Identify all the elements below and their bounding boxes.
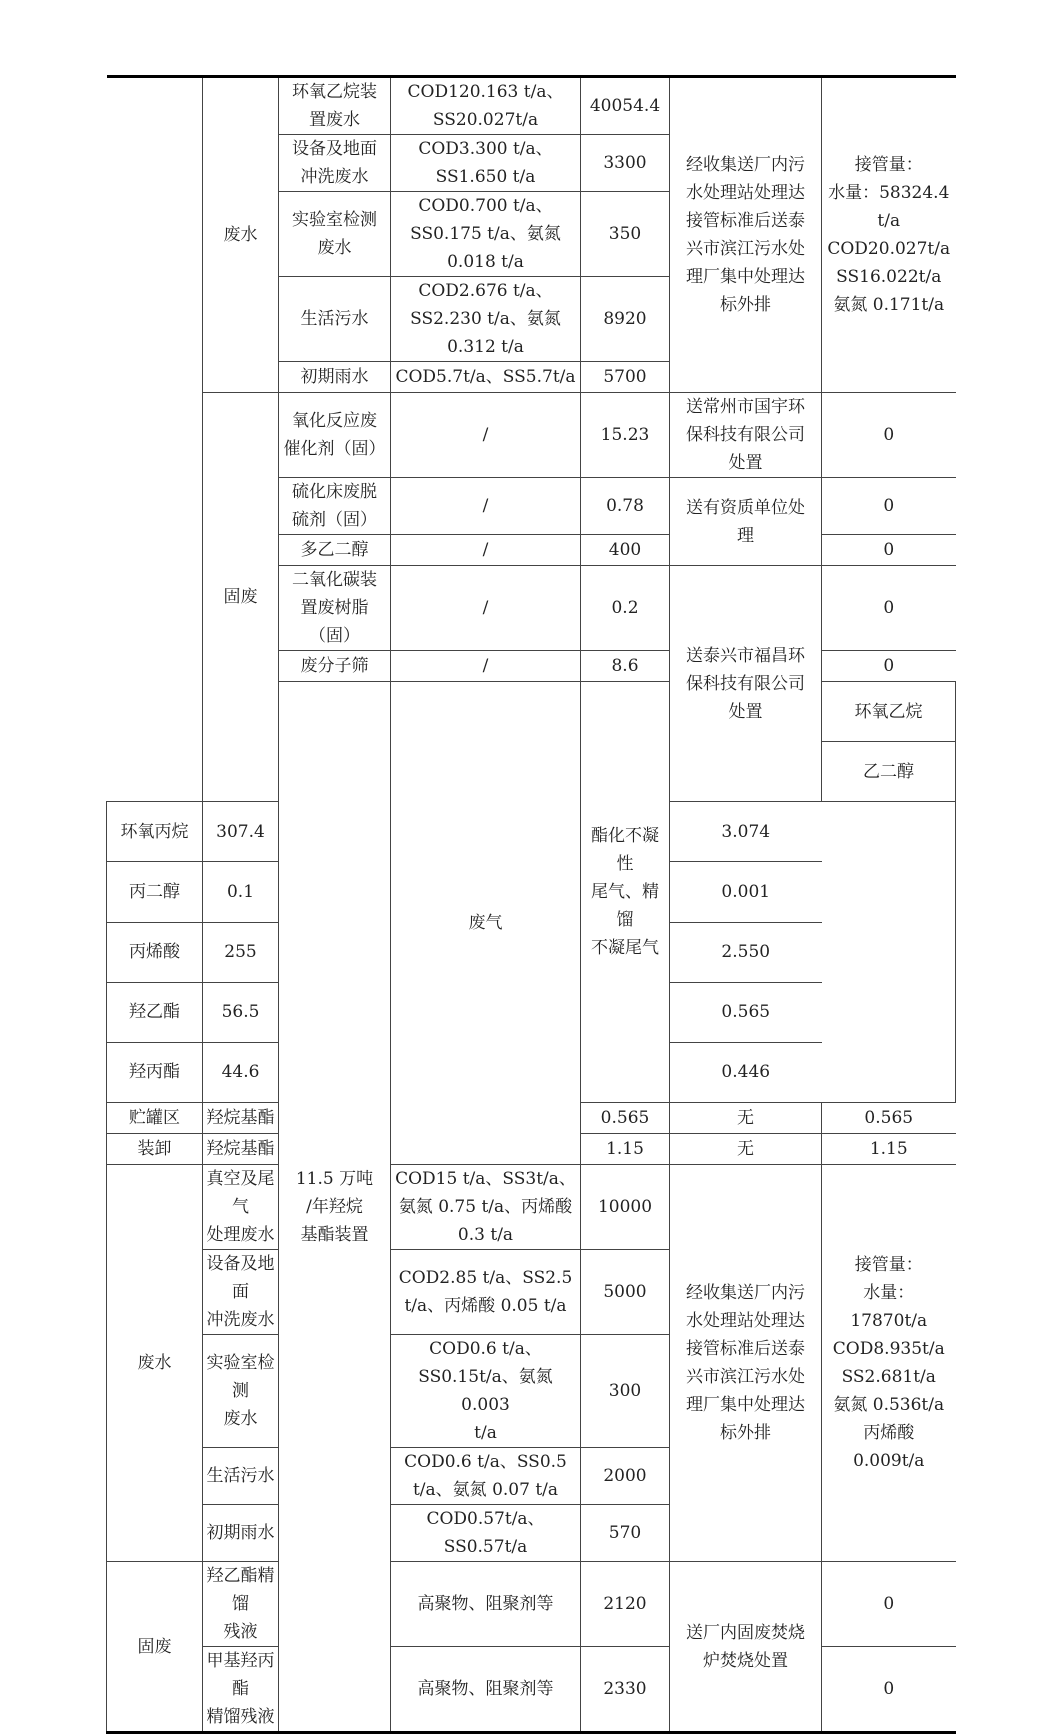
pollutant-cell: 羟乙酯 bbox=[107, 982, 203, 1042]
discharge-cell: 0 bbox=[822, 478, 956, 535]
source-name: 环氧乙烷装 置废水 bbox=[279, 77, 391, 135]
source-name: 实验室检测 废水 bbox=[279, 192, 391, 277]
discharge-cell: 0 bbox=[822, 566, 956, 651]
discharge-cell: 0.565 bbox=[822, 1103, 956, 1134]
category-solid-waste: 固废 bbox=[107, 1562, 203, 1733]
discharge-cell: 0 bbox=[822, 1562, 956, 1647]
generated-amount: 0.1 bbox=[203, 862, 279, 922]
generated-amount: 56.5 bbox=[203, 982, 279, 1042]
category-solid-waste: 固废 bbox=[203, 393, 279, 802]
source-name: 废分子筛 bbox=[279, 651, 391, 682]
pollutant-cell: COD120.163 t/a、 SS20.027t/a bbox=[391, 77, 581, 135]
source-name: 多乙二醇 bbox=[279, 535, 391, 566]
source-name: 设备及地面 冲洗废水 bbox=[203, 1250, 279, 1335]
pollutant-cell: COD0.700 t/a、 SS0.175 t/a、氨氮 0.018 t/a bbox=[391, 192, 581, 277]
generated-amount: 8920 bbox=[581, 277, 670, 362]
generated-amount: 2330 bbox=[581, 1647, 670, 1733]
generated-amount: 44.6 bbox=[203, 1042, 279, 1102]
pollutant-cell: / bbox=[391, 393, 581, 478]
discharge-cell: 0.565 bbox=[670, 982, 822, 1042]
pollutant-cell: / bbox=[391, 535, 581, 566]
pollutant-cell: COD3.300 t/a、 SS1.650 t/a bbox=[391, 135, 581, 192]
generated-amount: 300 bbox=[581, 1335, 670, 1448]
generated-amount: 0.565 bbox=[581, 1103, 670, 1134]
generated-amount: 5700 bbox=[581, 362, 670, 393]
discharge-cell: 0 bbox=[822, 535, 956, 566]
source-name: 实验室检测 废水 bbox=[203, 1335, 279, 1448]
source-name: 硫化床废脱 硫剂（固） bbox=[279, 478, 391, 535]
source-name: 设备及地面 冲洗废水 bbox=[279, 135, 391, 192]
generated-amount: 307.4 bbox=[203, 802, 279, 862]
source-name: 真空及尾气 处理废水 bbox=[203, 1165, 279, 1250]
pollutant-cell: COD2.85 t/a、SS2.5 t/a、丙烯酸 0.05 t/a bbox=[391, 1250, 581, 1335]
pollutant-cell: 丙烯酸 bbox=[107, 922, 203, 982]
pollutant-cell: 高聚物、阻聚剂等 bbox=[391, 1647, 581, 1733]
pollutant-cell: / bbox=[391, 566, 581, 651]
pollutant-cell: 羟烷基酯 bbox=[203, 1134, 279, 1165]
source-name: 羟乙酯精馏 残液 bbox=[203, 1562, 279, 1647]
discharge-cell: 0 bbox=[822, 1647, 956, 1733]
generated-amount: 255 bbox=[203, 922, 279, 982]
source-name: 初期雨水 bbox=[279, 362, 391, 393]
device-cell-continued bbox=[107, 77, 203, 802]
pollutant-cell: COD0.57t/a、 SS0.57t/a bbox=[391, 1505, 581, 1562]
generated-amount: 8.6 bbox=[581, 651, 670, 682]
generated-amount: 2000 bbox=[581, 1448, 670, 1505]
generated-amount: 0.78 bbox=[581, 478, 670, 535]
generated-amount: 10000 bbox=[581, 1165, 670, 1250]
pollutant-cell: 丙二醇 bbox=[107, 862, 203, 922]
generated-amount: 350 bbox=[581, 192, 670, 277]
pollutant-table bbox=[106, 75, 956, 1734]
source-name: 初期雨水 bbox=[203, 1505, 279, 1562]
generated-amount: 3300 bbox=[581, 135, 670, 192]
source-name: 生活污水 bbox=[279, 277, 391, 362]
discharge-cell: 0.446 bbox=[670, 1042, 822, 1102]
pollutant-cell: / bbox=[391, 478, 581, 535]
treatment-cell: 送泰兴市福昌环 保科技有限公司 处置 bbox=[670, 566, 822, 802]
pollutant-cell: 羟烷基酯 bbox=[203, 1103, 279, 1134]
pollutant-cell: 高聚物、阻聚剂等 bbox=[391, 1562, 581, 1647]
treatment-cell: 送厂内固废焚烧 炉焚烧处置 bbox=[670, 1562, 822, 1733]
generated-amount: 2120 bbox=[581, 1562, 670, 1647]
source-name: 贮罐区 bbox=[107, 1103, 203, 1134]
generated-amount: 0.2 bbox=[581, 566, 670, 651]
generated-amount: 15.23 bbox=[581, 393, 670, 478]
pollutant-cell: 羟丙酯 bbox=[107, 1042, 203, 1102]
generated-amount: 570 bbox=[581, 1505, 670, 1562]
treatment-cell: 经收集送厂内污 水处理站处理达 接管标准后送泰 兴市滨江污水处 理厂集中处理达 标外排 bbox=[670, 1165, 822, 1562]
pollutant-cell: 环氧丙烷 bbox=[107, 802, 203, 862]
generated-amount: 5000 bbox=[581, 1250, 670, 1335]
discharge-cell: 1.15 bbox=[822, 1134, 956, 1165]
treatment-cell: 无 bbox=[670, 1103, 822, 1134]
source-name: 酯化不凝性 尾气、精馏 不凝尾气 bbox=[581, 682, 670, 1103]
pollutant-cell: COD0.6 t/a、SS0.5 t/a、氨氮 0.07 t/a bbox=[391, 1448, 581, 1505]
generated-amount: 40054.4 bbox=[581, 77, 670, 135]
pollutant-cell: 乙二醇 bbox=[822, 742, 956, 802]
discharge-cell: 3.074 bbox=[670, 802, 822, 862]
source-name: 生活污水 bbox=[203, 1448, 279, 1505]
generated-amount: 1.15 bbox=[581, 1134, 670, 1165]
source-name: 氧化反应废 催化剂（固） bbox=[279, 393, 391, 478]
treatment-cell: 无 bbox=[670, 1134, 822, 1165]
device-name: 11.5 万吨 /年羟烷 基酯装置 bbox=[279, 682, 391, 1733]
treatment-cell: 经收集送厂内污 水处理站处理达 接管标准后送泰 兴市滨江污水处 理厂集中处理达 标外排 bbox=[670, 77, 822, 393]
discharge-cell: 0 bbox=[822, 651, 956, 682]
discharge-cell: 接管量： 水量：58324.4 t/a COD20.027t/a SS16.022t/a 氨氮 0.171t/a bbox=[822, 77, 956, 393]
pollutant-cell: COD5.7t/a、SS5.7t/a bbox=[391, 362, 581, 393]
pollutant-cell: 环氧乙烷 bbox=[822, 682, 956, 742]
pollutant-cell: / bbox=[391, 651, 581, 682]
discharge-cell: 0.001 bbox=[670, 862, 822, 922]
treatment-cell: 送常州市国宇环 保科技有限公司 处置 bbox=[670, 393, 822, 478]
treatment-cell: 送有资质单位处 理 bbox=[670, 478, 822, 566]
discharge-cell: 接管量： 水量：17870t/a COD8.935t/a SS2.681t/a 氨氮 0.536t/a 丙烯酸 0.009t/a bbox=[822, 1165, 956, 1562]
pollutant-cell: COD0.6 t/a、 SS0.15t/a、氨氮 0.003 t/a bbox=[391, 1335, 581, 1448]
source-name: 装卸 bbox=[107, 1134, 203, 1165]
generated-amount: 400 bbox=[581, 535, 670, 566]
category-wastewater: 废水 bbox=[107, 1165, 203, 1562]
pollutant-cell: COD15 t/a、SS3t/a、 氨氮 0.75 t/a、丙烯酸 0.3 t/a bbox=[391, 1165, 581, 1250]
discharge-cell: 2.550 bbox=[670, 922, 822, 982]
pollutant-cell: COD2.676 t/a、 SS2.230 t/a、氨氮 0.312 t/a bbox=[391, 277, 581, 362]
discharge-cell: 0 bbox=[822, 393, 956, 478]
source-name: 二氧化碳装 置废树脂 （固） bbox=[279, 566, 391, 651]
source-name: 甲基羟丙酯 精馏残液 bbox=[203, 1647, 279, 1733]
category-waste-gas: 废气 bbox=[391, 682, 581, 1165]
category-wastewater: 废水 bbox=[203, 77, 279, 393]
